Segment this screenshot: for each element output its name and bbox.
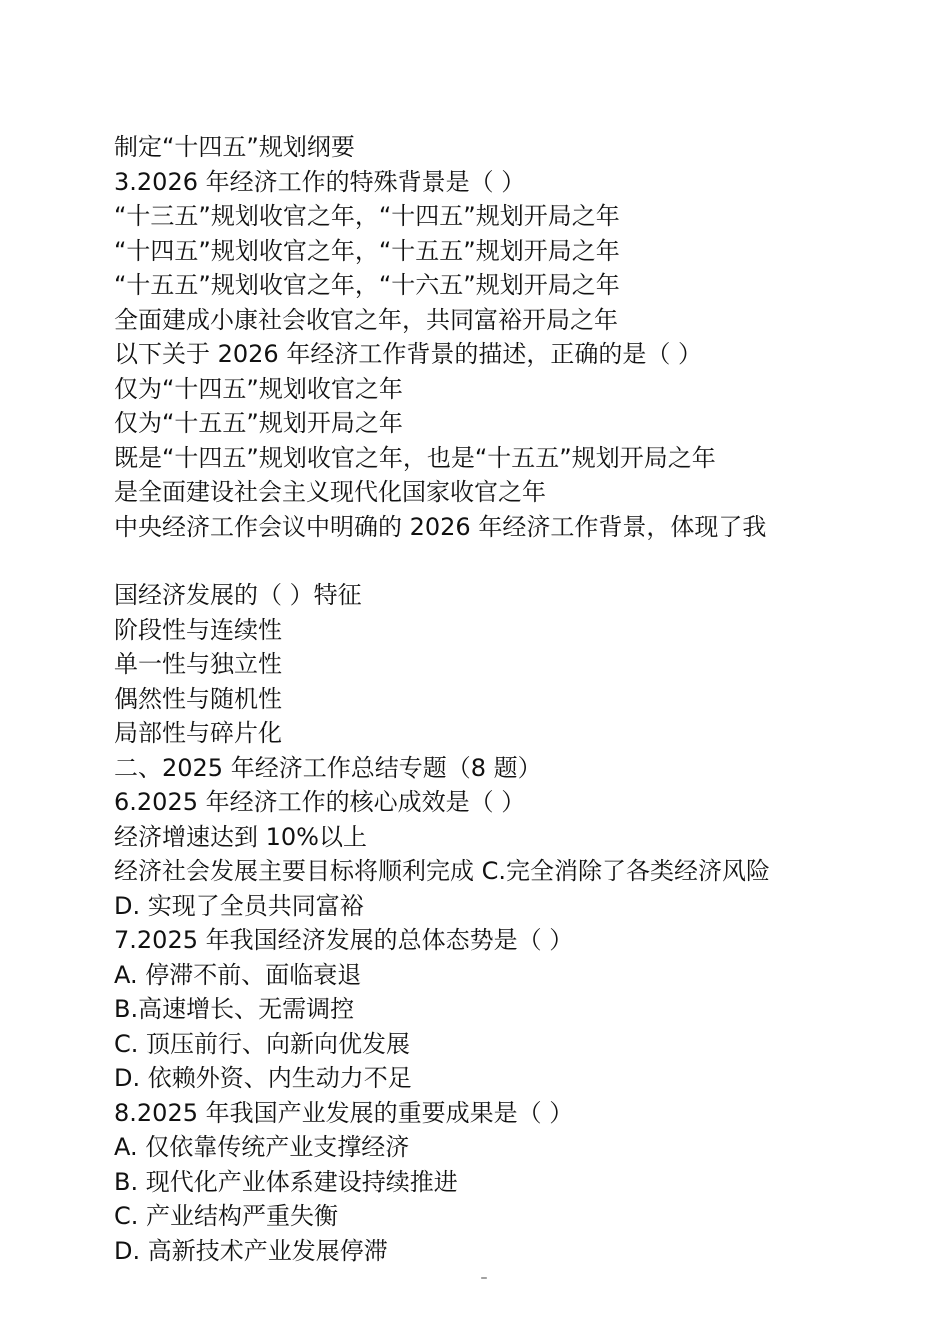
option-c: C. 顶压前行、向新向优发展 [114, 1029, 411, 1058]
option-line: 全面建成小康社会收官之年，共同富裕开局之年 [114, 305, 618, 334]
option-line: 仅为“十四五”规划收官之年 [114, 374, 403, 403]
option-line: 单一性与独立性 [114, 650, 282, 678]
option-line: 偶然性与随机性 [114, 684, 282, 713]
question-line: 以下关于 2026 年经济工作背景的描述，正确的是（ ） [114, 340, 702, 368]
option-line: “十四五”规划收官之年，“十五五”规划开局之年 [114, 236, 620, 265]
question-7: 7.2025 年我国经济发展的总体态势是（ ） [114, 926, 574, 954]
option-a: A. 仅依靠传统产业支撑经济 [114, 1133, 410, 1161]
text-line: 制定“十四五”规划纲要 [114, 133, 355, 161]
blank-line [114, 544, 904, 578]
option-d: D. 高新技术产业发展停滞 [114, 1236, 388, 1265]
option-line: 经济增速达到 10%以上 [114, 822, 367, 851]
question-line-continued: 国经济发展的（ ）特征 [114, 581, 362, 609]
option-d: D. 依赖外资、内生动力不足 [114, 1064, 412, 1092]
option-line: “十五五”规划收官之年，“十六五”规划开局之年 [114, 271, 620, 299]
question-line: 中央经济工作会议中明确的 2026 年经济工作背景，体现了我 [114, 512, 767, 541]
question-8: 8.2025 年我国产业发展的重要成果是（ ） [114, 1098, 574, 1127]
option-a: A. 停滞不前、面临衰退 [114, 960, 362, 989]
option-line: “十三五”规划收官之年，“十四五”规划开局之年 [114, 202, 620, 230]
option-line: 经济社会发展主要目标将顺利完成 C.完全消除了各类经济风险 [114, 857, 771, 885]
page-footer-mark: – [480, 1270, 488, 1286]
option-line: 局部性与碎片化 [114, 719, 282, 747]
question-6: 6.2025 年经济工作的核心成效是（ ） [114, 788, 526, 816]
option-line: 阶段性与连续性 [114, 615, 282, 644]
section-heading: 二、2025 年经济工作总结专题（8 题） [114, 753, 542, 782]
option-line: 既是“十四五”规划收官之年，也是“十五五”规划开局之年 [114, 443, 716, 472]
question-3: 3.2026 年经济工作的特殊背景是（ ） [114, 167, 526, 196]
option-b: B.高速增长、无需调控 [114, 995, 355, 1023]
option-line: 仅为“十五五”规划开局之年 [114, 409, 403, 437]
option-c: C. 产业结构严重失衡 [114, 1202, 339, 1230]
document-body [114, 130, 904, 1268]
option-b: B. 现代化产业体系建设持续推进 [114, 1167, 458, 1196]
option-line: D. 实现了全员共同富裕 [114, 891, 364, 920]
option-line: 是全面建设社会主义现代化国家收官之年 [114, 478, 546, 506]
